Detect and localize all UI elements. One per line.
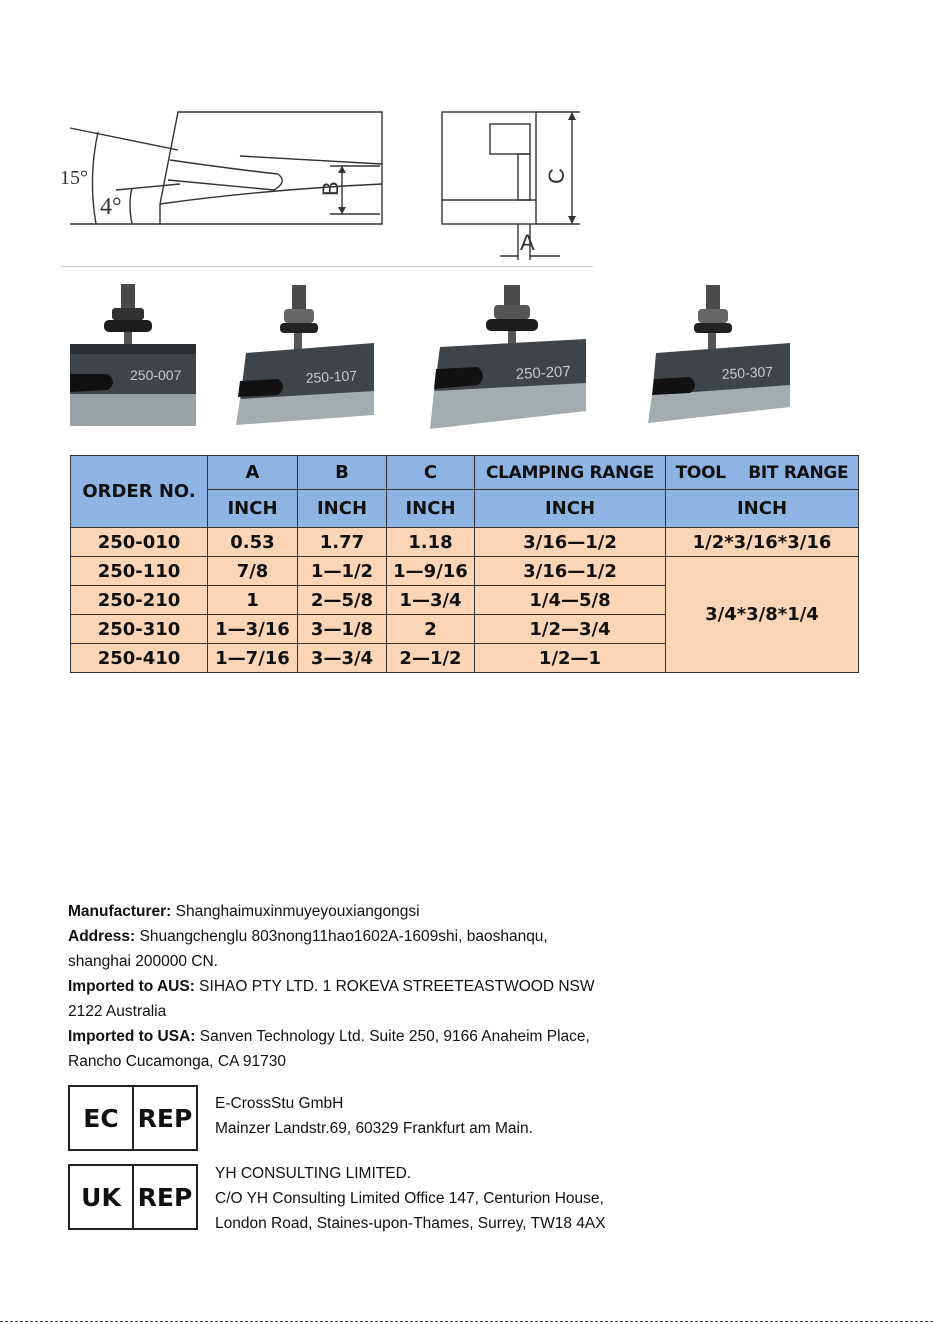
compliance-info xyxy=(68,899,688,1074)
header-order-no: ORDER NO. xyxy=(71,456,208,528)
cell-c: 2—1/2 xyxy=(387,644,475,673)
cell-a: 7/8 xyxy=(208,557,298,586)
address-value-1: Shuangchenglu 803nong11hao1602A-1609shi, baoshanqu, xyxy=(135,928,548,945)
table-row xyxy=(71,528,859,557)
aus-importer-value-2: 2122 Australia xyxy=(68,1003,167,1020)
ec-rep-left: EC xyxy=(70,1087,134,1149)
cell-c: 1—9/16 xyxy=(387,557,475,586)
cell-c: 1.18 xyxy=(387,528,475,557)
uk-rep-right: REP xyxy=(137,1182,193,1212)
dim-c-label: C xyxy=(544,168,569,184)
uk-rep-details xyxy=(215,1161,606,1236)
manufacturer-value: Shanghaimuxinmuyeyouxiangongsi xyxy=(171,903,420,920)
header-b: B xyxy=(298,456,387,490)
unit-a: INCH xyxy=(208,490,298,528)
unit-b: INCH xyxy=(298,490,387,528)
uk-rep-symbol xyxy=(68,1164,198,1230)
cell-order: 250-410 xyxy=(71,644,208,673)
diagram-divider xyxy=(60,266,593,267)
cell-clamping: 1/2—3/4 xyxy=(475,615,666,644)
usa-importer-value-2: Rancho Cucamonga, CA 91730 xyxy=(68,1053,287,1070)
cell-order: 250-010 xyxy=(71,528,208,557)
cell-b: 1.77 xyxy=(298,528,387,557)
aus-importer-value-1: SIHAO PTY LTD. 1 ROKEVA STREETEASTWOOD NSW xyxy=(194,978,595,995)
cell-b: 3—3/4 xyxy=(298,644,387,673)
cell-c: 2 xyxy=(387,615,475,644)
dim-b-label: B xyxy=(318,181,343,196)
angle-inner-label: 4° xyxy=(100,194,122,220)
table-header-row xyxy=(71,456,859,490)
dimension-diagram xyxy=(60,100,595,268)
unit-clamping: INCH xyxy=(475,490,666,528)
aus-importer-label: Imported to AUS: xyxy=(68,978,195,995)
address-value-2: shanghai 200000 CN. xyxy=(68,953,218,970)
cell-tool-bit: 1/2*3/16*3/16 xyxy=(666,528,859,557)
spec-table xyxy=(70,455,859,673)
manufacturer-label: Manufacturer: xyxy=(68,903,172,920)
address-label: Address: xyxy=(68,928,136,945)
tool-holder-photo-1 xyxy=(68,282,198,430)
cell-clamping: 3/16—1/2 xyxy=(475,528,666,557)
photo-label-4: 250-307 xyxy=(721,363,774,382)
cell-a: 1—7/16 xyxy=(208,644,298,673)
cell-a: 1—3/16 xyxy=(208,615,298,644)
table-row xyxy=(71,557,859,586)
cell-order: 250-310 xyxy=(71,615,208,644)
manufacturer-line xyxy=(68,899,688,924)
cell-a: 0.53 xyxy=(208,528,298,557)
cell-order: 250-210 xyxy=(71,586,208,615)
page-bottom-border xyxy=(0,1321,933,1322)
address-line xyxy=(68,924,688,949)
uk-rep-left: UK xyxy=(70,1166,134,1228)
tool-holder-photo-3 xyxy=(428,283,590,433)
uk-rep-line-3: London Road, Staines-upon-Thames, Surrey, TW18 4AX xyxy=(215,1215,606,1232)
tool-holder-photo-4 xyxy=(646,283,792,429)
ec-rep-line-2: Mainzer Landstr.69, 60329 Frankfurt am Main. xyxy=(215,1120,533,1137)
header-tool-bit-range: TOOL BIT RANGE xyxy=(666,456,859,490)
photo-label-3: 250-207 xyxy=(515,363,572,383)
cell-tool-bit-merged: 3/4*3/8*1/4 xyxy=(666,557,859,673)
header-a: A xyxy=(208,456,298,490)
angle-outer-label: 15° xyxy=(60,167,88,189)
cell-c: 1—3/4 xyxy=(387,586,475,615)
cell-b: 3—1/8 xyxy=(298,615,387,644)
header-c: C xyxy=(387,456,475,490)
cell-clamping: 3/16—1/2 xyxy=(475,557,666,586)
cell-clamping: 1/2—1 xyxy=(475,644,666,673)
photo-label-2: 250-107 xyxy=(305,367,358,386)
cell-a: 1 xyxy=(208,586,298,615)
usa-importer-value-1: Sanven Technology Ltd. Suite 250, 9166 Anaheim Place, xyxy=(195,1028,590,1045)
uk-rep-line-2: C/O YH Consulting Limited Office 147, Centurion House, xyxy=(215,1190,604,1207)
ec-rep-symbol xyxy=(68,1085,198,1151)
cell-clamping: 1/4—5/8 xyxy=(475,586,666,615)
cell-b: 2—5/8 xyxy=(298,586,387,615)
usa-importer-line xyxy=(68,1024,688,1049)
photo-label-1: 250-007 xyxy=(130,367,182,383)
ec-rep-details xyxy=(215,1091,533,1141)
unit-tool: INCH xyxy=(666,490,859,528)
dim-a-label: A xyxy=(520,230,535,255)
tool-holder-photo-2 xyxy=(232,283,382,429)
uk-rep-line-1: YH CONSULTING LIMITED. xyxy=(215,1165,412,1182)
cell-b: 1—1/2 xyxy=(298,557,387,586)
cell-order: 250-110 xyxy=(71,557,208,586)
ec-rep-line-1: E-CrossStu GmbH xyxy=(215,1095,344,1112)
unit-c: INCH xyxy=(387,490,475,528)
aus-importer-line xyxy=(68,974,688,999)
header-clamping-range: CLAMPING RANGE xyxy=(475,456,666,490)
usa-importer-label: Imported to USA: xyxy=(68,1028,196,1045)
ec-rep-right: REP xyxy=(137,1103,193,1133)
